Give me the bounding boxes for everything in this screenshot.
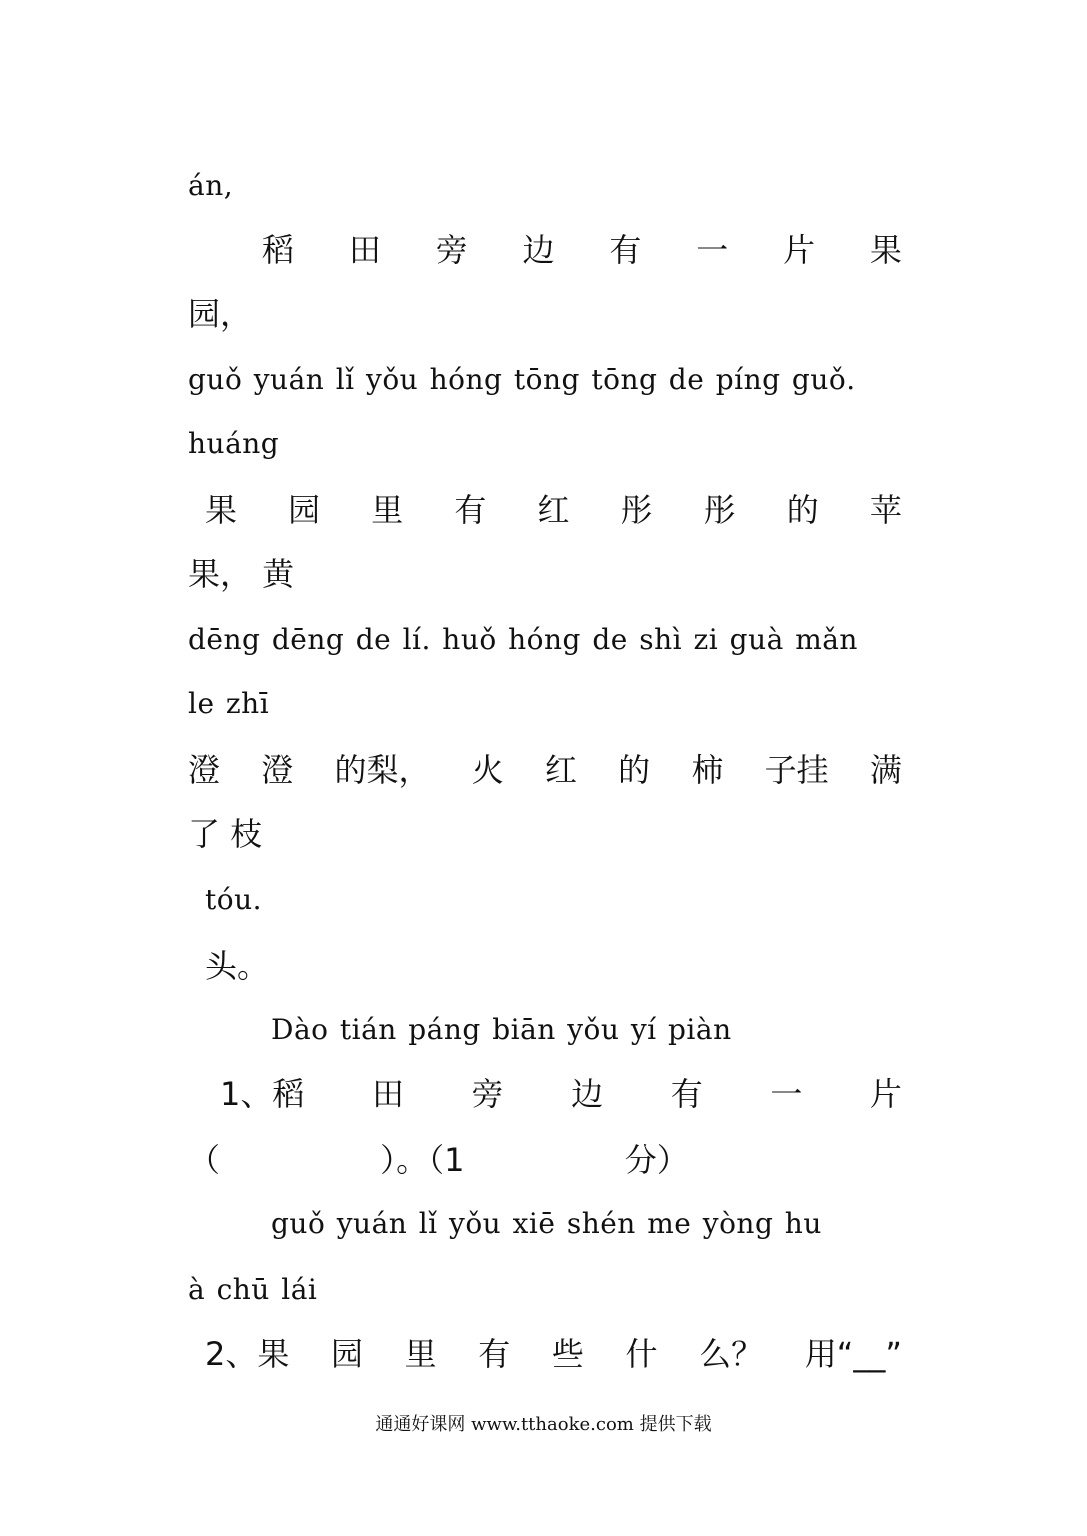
char: 红 — [544, 751, 577, 789]
char: 彤 — [703, 491, 736, 529]
char: 边 — [522, 231, 555, 269]
hanzi-line-4: 果， 黄 — [188, 555, 295, 593]
char: 1、稻 — [220, 1075, 305, 1113]
char: 的 — [618, 751, 651, 789]
char: 片 — [869, 1075, 902, 1113]
char: 旁 — [435, 231, 468, 269]
pinyin-line-9: à chū lái — [188, 1273, 318, 1306]
char: 田 — [371, 1075, 404, 1113]
pinyin-line-4: dēng dēng de lí. huǒ hóng de shì zi guà mǎn — [188, 623, 858, 656]
page-footer: 通通好课网 www.tthaoke.com 提供下载 — [375, 1414, 712, 1435]
char: 柿 — [691, 751, 724, 789]
pinyin-line-3: huáng — [188, 427, 280, 460]
char: 火 — [471, 751, 504, 789]
hanzi-line-7: 头。 — [205, 947, 270, 985]
hanzi-line-3 — [205, 491, 902, 529]
char: 有 — [609, 231, 642, 269]
question-2 — [205, 1335, 902, 1373]
char: 2、果 — [205, 1335, 290, 1373]
char: 有 — [478, 1335, 511, 1373]
char: 一 — [696, 231, 729, 269]
char: 用“__” — [804, 1335, 902, 1373]
char: 园 — [330, 1335, 363, 1373]
char: 的 — [786, 491, 819, 529]
question-1 — [220, 1075, 902, 1113]
char: 有 — [670, 1075, 703, 1113]
char: 边 — [571, 1075, 604, 1113]
char: 什 — [625, 1335, 658, 1373]
char: 么？ — [699, 1335, 764, 1373]
char: 的梨， — [334, 751, 431, 789]
pinyin-line-7: Dào tián páng biān yǒu yí piàn — [271, 1013, 732, 1046]
char: 稻 — [262, 231, 295, 269]
char: 旁 — [471, 1075, 504, 1113]
char: 果 — [205, 491, 238, 529]
char: 满 — [869, 751, 902, 789]
char: 果 — [869, 231, 902, 269]
char: 澄 — [188, 751, 221, 789]
hanzi-line-5 — [188, 751, 902, 789]
char: 有 — [454, 491, 487, 529]
char: 里 — [371, 491, 404, 529]
char: 一 — [770, 1075, 803, 1113]
char: 片 — [783, 231, 816, 269]
pinyin-line-1: án, — [188, 169, 234, 202]
char: 红 — [537, 491, 570, 529]
char: 子挂 — [764, 751, 829, 789]
pinyin-line-8: guǒ yuán lǐ yǒu xiē shén me yòng hu — [271, 1207, 822, 1240]
pinyin-line-2: guǒ yuán lǐ yǒu hóng tōng tōng de píng guǒ. — [188, 363, 856, 396]
char: 里 — [404, 1335, 437, 1373]
char: 苹 — [869, 491, 902, 529]
hanzi-line-2: 园， — [188, 295, 253, 333]
hanzi-line-6: 了 枝 — [188, 815, 263, 853]
char: 彤 — [620, 491, 653, 529]
char: 澄 — [261, 751, 294, 789]
question-1-blank: （ ）。（1 分） — [188, 1141, 689, 1179]
pinyin-line-5: le zhī — [188, 687, 270, 720]
char: 些 — [551, 1335, 584, 1373]
char: 田 — [348, 231, 381, 269]
char: 园 — [288, 491, 321, 529]
pinyin-line-6: tóu. — [205, 883, 263, 916]
hanzi-line-1 — [262, 231, 902, 269]
